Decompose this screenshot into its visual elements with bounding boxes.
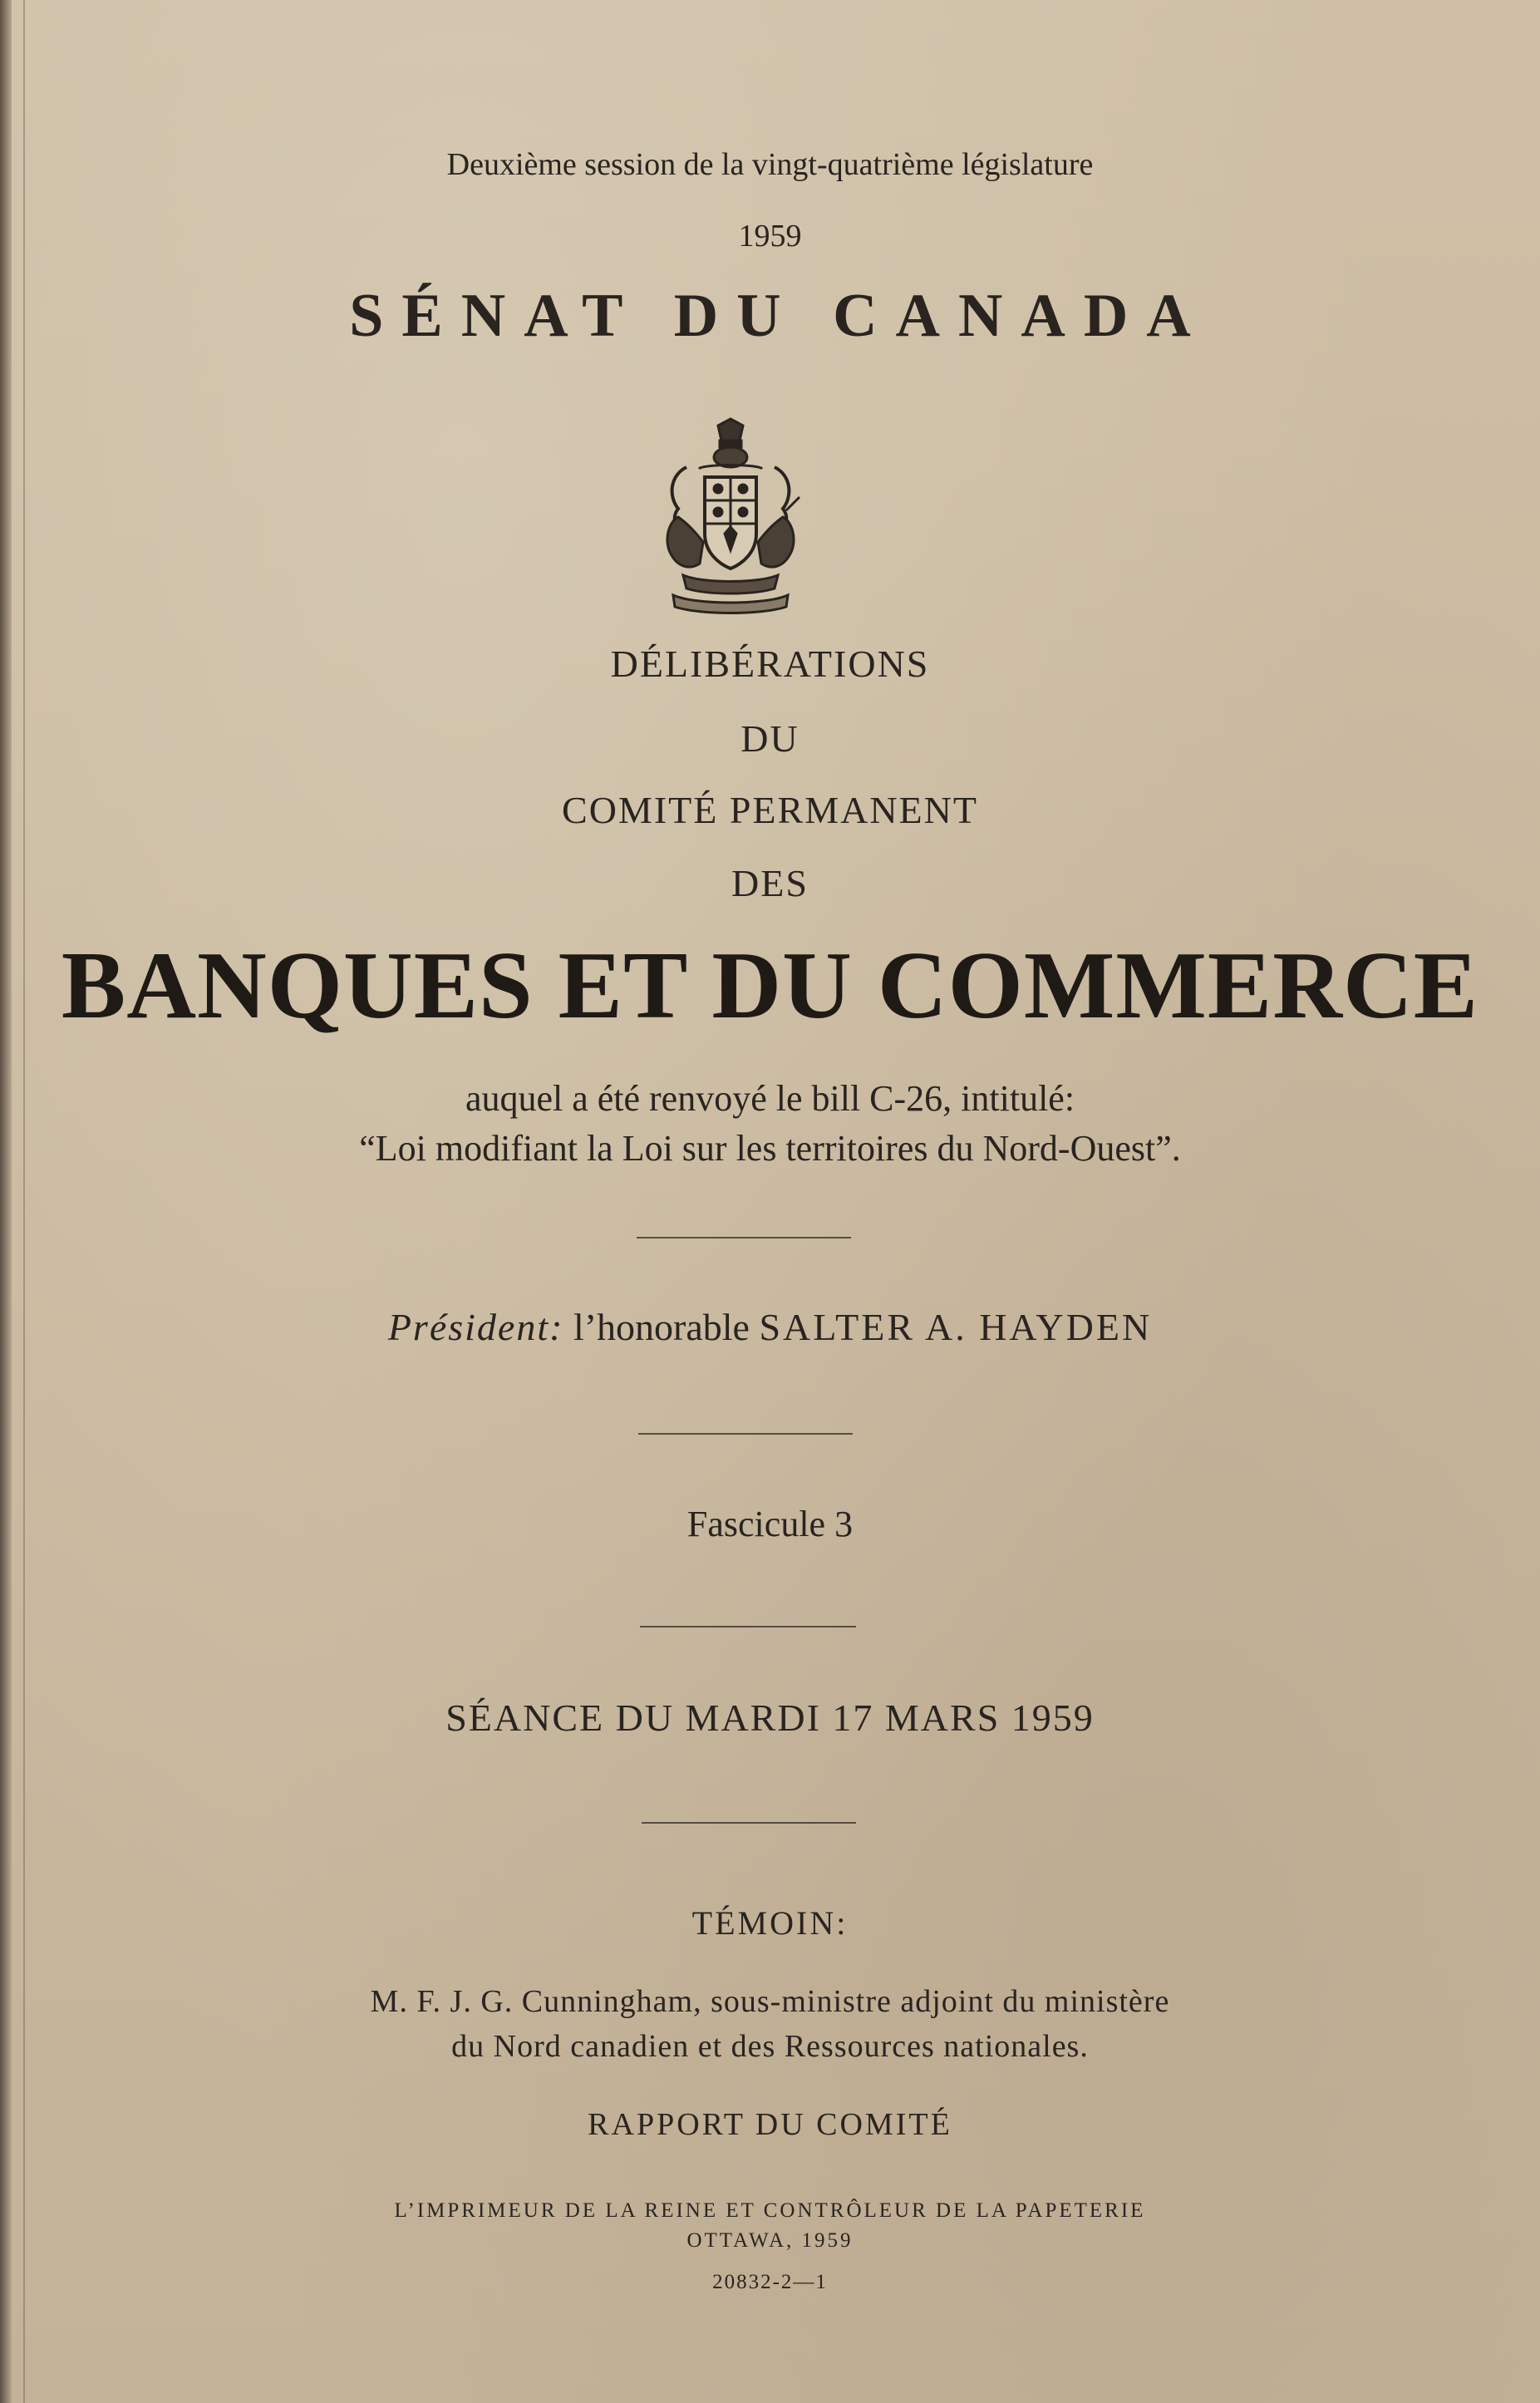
canada-coat-of-arms-icon: [653, 417, 808, 617]
president-line: [0, 1305, 1540, 1349]
bill-reference-line: auquel a été renvoyé le bill C-26, intitulé:: [465, 1078, 1075, 1119]
divider-rule: [637, 1237, 851, 1238]
bill-title-line: “Loi modifiant la Loi sur les territoires du Nord-Ouest”.: [359, 1128, 1181, 1169]
institution-title: SÉNAT DU CANADA: [349, 282, 1209, 350]
deliberations-line: DÉLIBÉRATIONS: [610, 643, 930, 685]
des-line: DES: [731, 862, 809, 904]
committee-report-heading: RAPPORT DU COMITÉ: [588, 2107, 952, 2142]
printer-line: L’IMPRIMEUR DE LA REINE ET CONTRÔLEUR DE LA PAPETERIE: [394, 2199, 1146, 2222]
year-line: 1959: [738, 219, 802, 254]
committee-name: BANQUES ET DU COMMERCE: [61, 933, 1479, 1039]
divider-rule: [640, 1626, 856, 1627]
president-title: l’honorable: [573, 1306, 750, 1348]
session-line: Deuxième session de la vingt-quatrième législature: [446, 147, 1094, 182]
witness-line-1: M. F. J. G. Cunningham, sous-ministre adjoint du ministère: [370, 1984, 1170, 2019]
sitting-date: SÉANCE DU MARDI 17 MARS 1959: [445, 1696, 1095, 1739]
witness-line-2: du Nord canadien et des Ressources nationales.: [451, 2029, 1089, 2064]
du-line: DU: [740, 717, 800, 760]
president-name: SALTER A. HAYDEN: [759, 1306, 1153, 1348]
print-code: 20832-2—1: [712, 2271, 828, 2293]
president-label: Président:: [387, 1306, 564, 1348]
fascicule-number: Fascicule 3: [686, 1504, 854, 1544]
witness-heading: TÉMOIN:: [691, 1904, 849, 1942]
divider-rule: [638, 1433, 853, 1435]
printer-city-year: OTTAWA, 1959: [686, 2229, 854, 2252]
standing-committee-line: COMITÉ PERMANENT: [562, 789, 978, 831]
divider-rule: [642, 1822, 856, 1824]
